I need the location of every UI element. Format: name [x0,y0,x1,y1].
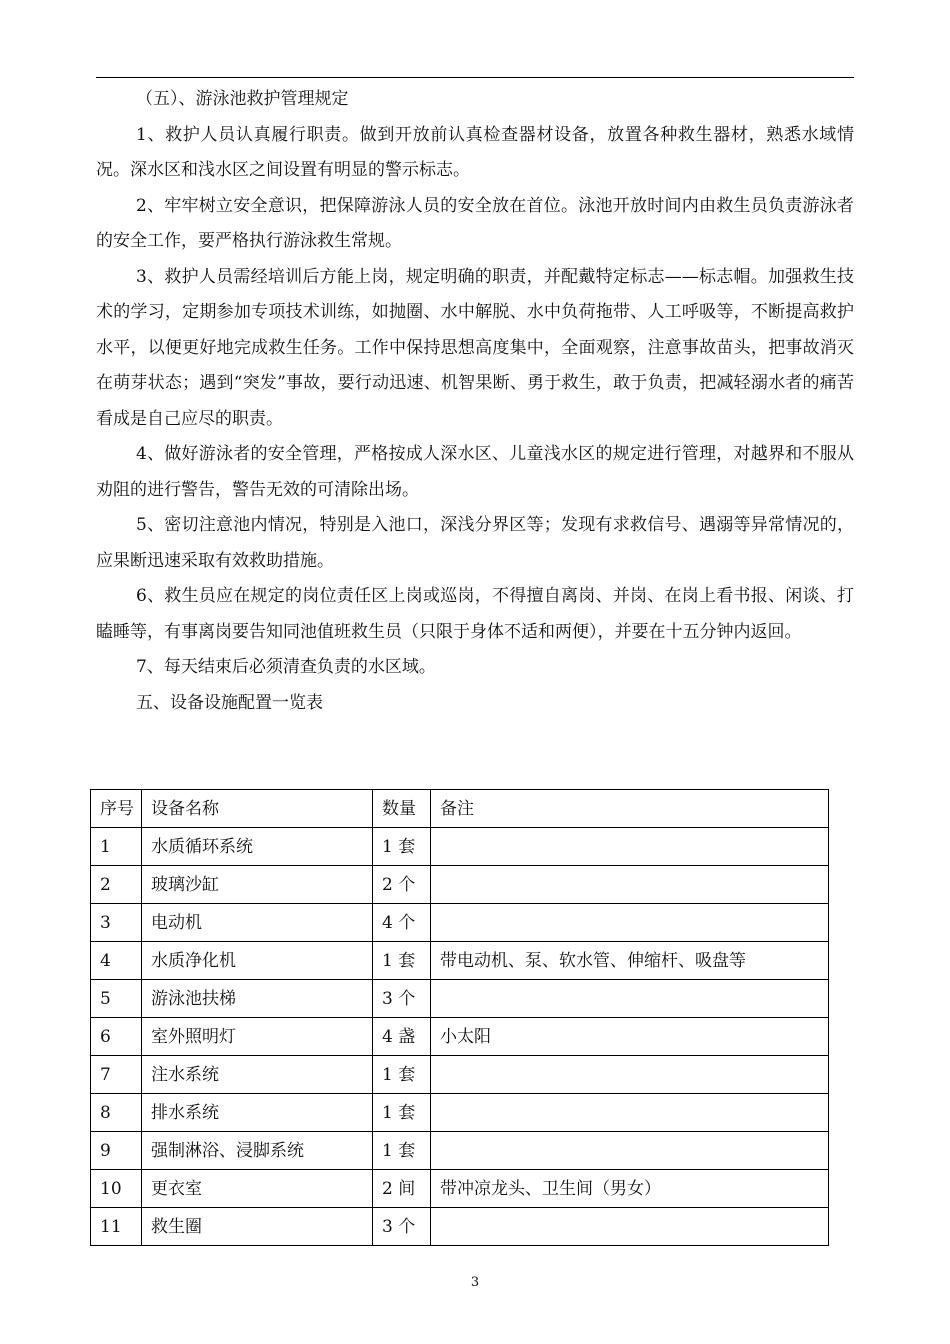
paragraph: 3、救护人员需经培训后方能上岗，规定明确的职责，并配戴特定标志——标志帽。加强救生技术的学习，定期参加专项技术训练，如抛圈、水中解脱、水中负荷拖带、人工呼吸等，不断提高救护水平，以便更好地完成救生任务。工作中保持思想高度集中，全面观察，注意事故苗头，把事故消灭在萌芽状态；遇到“突发”事故，要行动迅速、机智果断、勇于救生，敢于负责，把减轻溺水者的痛苦看成是自己应尽的职责。 [96,266,854,429]
cell-no: 1 [91,828,142,866]
header-name: 设备名称 [142,790,373,828]
cell-qty: 1 套 [373,942,431,980]
cell-note: 带冲凉龙头、卫生间（男女） [431,1170,829,1208]
cell-note [431,866,829,904]
cell-no: 6 [91,1018,142,1056]
cell-name: 救生圈 [142,1208,373,1246]
cell-note: 小太阳 [431,1018,829,1056]
cell-name: 电动机 [142,904,373,942]
cell-note [431,1208,829,1246]
cell-note [431,828,829,866]
header-qty: 数量 [373,790,431,828]
cell-qty: 3 个 [373,1208,431,1246]
table-row [91,942,829,980]
table-header-row [91,790,829,828]
cell-qty: 1 套 [373,1056,431,1094]
cell-no: 5 [91,980,142,1018]
table-row [91,1132,829,1170]
table-row [91,1208,829,1246]
cell-qty: 2 间 [373,1170,431,1208]
cell-name: 游泳池扶梯 [142,980,373,1018]
cell-no: 7 [91,1056,142,1094]
table-row [91,1170,829,1208]
table-row [91,828,829,866]
section-title: （五）、游泳池救护管理规定 [136,89,349,109]
cell-no: 4 [91,942,142,980]
paragraph: 6、救生员应在规定的岗位责任区上岗或巡岗，不得擅自离岗、并岗、在岗上看书报、闲谈、打瞌睡等，有事离岗要告知同池值班救生员（只限于身体不适和两便），并要在十五分钟内返回。 [96,586,854,642]
paragraph: 4、做好游泳者的安全管理，严格按成人深水区、儿童浅水区的规定进行管理，对越界和不服从劝阻的进行警告，警告无效的可清除出场。 [96,444,854,500]
cell-name: 水质循环系统 [142,828,373,866]
header-rule [96,77,854,78]
paragraph: 1、救护人员认真履行职责。做到开放前认真检查器材设备，放置各种救生器材，熟悉水域情况。深水区和浅水区之间设置有明显的警示标志。 [96,124,854,180]
table-row [91,1094,829,1132]
cell-qty: 2 个 [373,866,431,904]
table-row [91,1056,829,1094]
cell-no: 2 [91,866,142,904]
table-title: 五、设备设施配置一览表 [136,692,323,713]
cell-note [431,980,829,1018]
table-row [91,866,829,904]
paragraph: 2、牢牢树立安全意识，把保障游泳人员的安全放在首位。泳池开放时间内由救生员负责游泳者的安全工作，要严格执行游泳救生常规。 [96,195,854,251]
cell-note: 带电动机、泵、软水管、伸缩杆、吸盘等 [431,942,829,980]
cell-note [431,1132,829,1170]
cell-note [431,904,829,942]
table-row [91,1018,829,1056]
equipment-table [90,789,829,1246]
cell-name: 强制淋浴、浸脚系统 [142,1132,373,1170]
cell-name: 注水系统 [142,1056,373,1094]
table-row [91,980,829,1018]
cell-name: 排水系统 [142,1094,373,1132]
cell-qty: 4 个 [373,904,431,942]
header-note: 备注 [431,790,829,828]
cell-qty: 1 套 [373,1132,431,1170]
cell-no: 3 [91,904,142,942]
cell-note [431,1094,829,1132]
cell-no: 10 [91,1170,142,1208]
cell-no: 9 [91,1132,142,1170]
paragraph: 7、每天结束后必须清查负责的水区域。 [136,657,436,677]
cell-no: 8 [91,1094,142,1132]
table-row [91,904,829,942]
document-body [96,82,854,721]
paragraph: 5、密切注意池内情况，特别是入池口，深浅分界区等；发现有求救信号、遇溺等异常情况的，应果断迅速采取有效救助措施。 [96,515,854,571]
cell-qty: 1 套 [373,1094,431,1132]
cell-qty: 1 套 [373,828,431,866]
header-no: 序号 [91,790,142,828]
cell-name: 室外照明灯 [142,1018,373,1056]
cell-qty: 3 个 [373,980,431,1018]
page-number: 3 [470,1275,480,1290]
cell-no: 11 [91,1208,142,1246]
cell-name: 玻璃沙缸 [142,866,373,904]
cell-qty: 4 盏 [373,1018,431,1056]
cell-note [431,1056,829,1094]
cell-name: 水质净化机 [142,942,373,980]
cell-name: 更衣室 [142,1170,373,1208]
